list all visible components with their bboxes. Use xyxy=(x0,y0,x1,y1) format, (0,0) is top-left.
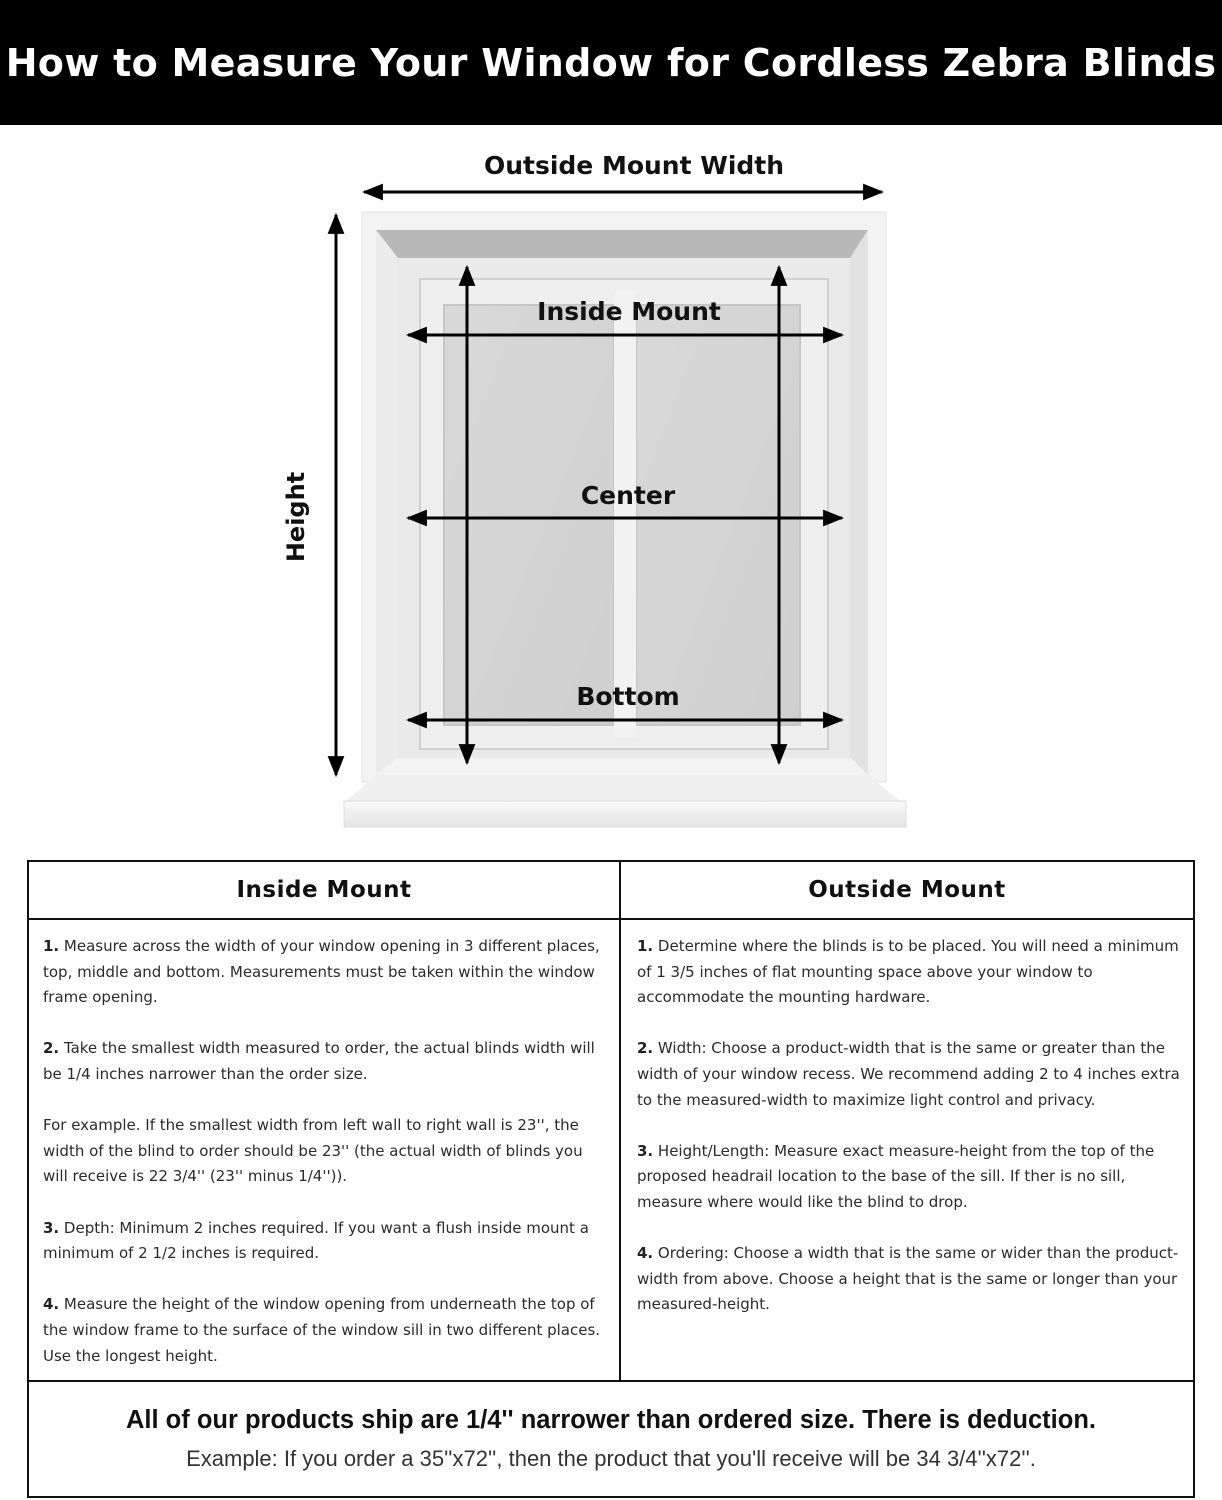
outside-step-3: 3. Height/Length: Measure exact measure-height from the top of the proposed headrail location to the base of the sill. If ther is no sill, measure where would like the blind to drop. xyxy=(637,1141,1155,1211)
page-title: How to Measure Your Window for Cordless Zebra Blinds xyxy=(5,40,1217,85)
window-diagram xyxy=(0,125,1222,855)
inside-mount-label: Inside Mount xyxy=(537,297,721,326)
outside-step-2: 2. Width: Choose a product-width that is the same or greater than the width of your window recess. We recommend adding 2 to 4 inches extra to the measured-width to maximize light control and privacy. xyxy=(637,1039,1180,1109)
inside-mount-heading: Inside Mount xyxy=(29,862,619,920)
mullion xyxy=(614,291,636,737)
footer-note xyxy=(29,1380,1193,1496)
outside-step-4: 4. Ordering: Choose a width that is the same or wider than the product-width from above. Choose a height that is the same or longer than your measured-height. xyxy=(637,1244,1179,1314)
pane-right xyxy=(636,305,800,725)
height-label: Height xyxy=(282,471,310,563)
deduction-example: Example: If you order a 35''x72'', then the product that you'll receive will be 34 3/4''x72''. xyxy=(186,1446,1036,1471)
inside-step-2: 2. Take the smallest width measured to order, the actual blinds width will be 1/4 inches narrower than the order size. xyxy=(43,1039,595,1083)
bottom-label: Bottom xyxy=(576,682,680,711)
pane-left xyxy=(444,305,614,725)
inside-step-3: 3. Depth: Minimum 2 inches required. If you want a flush inside mount a minimum of 2 1/2 inches is required. xyxy=(43,1218,589,1263)
recess-right xyxy=(850,230,868,775)
sill-bevel xyxy=(346,775,900,801)
instructions-table xyxy=(27,860,1195,1498)
outside-mount-column xyxy=(619,862,1193,1380)
recess-left xyxy=(376,230,398,775)
outside-mount-steps xyxy=(621,920,1193,1318)
inside-mount-column xyxy=(29,862,619,1380)
inside-mount-steps xyxy=(29,920,619,1369)
outside-mount-width-label: Outside Mount Width xyxy=(483,151,785,180)
outside-mount-heading: Outside Mount xyxy=(621,862,1193,920)
inside-step-4: 4. Measure the height of the window opening from underneath the top of the window frame to the surface of the window sill in two different places. Use the longest height. xyxy=(43,1295,601,1365)
inside-example: For example. If the smallest width from left wall to right wall is 23'', the width of the blind to order should be 23'' (the actual width of blinds you will receive is 22 3/4'' (23'' minus 1/4'')). xyxy=(43,1116,583,1186)
outside-step-1: 1. Determine where the blinds is to be placed. You will need a minimum of 1 3/5 inches of flat mounting space above your window to accommodate the mounting hardware. xyxy=(637,937,1179,1007)
recess-top xyxy=(376,230,868,258)
deduction-notice: All of our products ship are 1/4'' narrower than ordered size. There is deduction. xyxy=(126,1406,1096,1434)
header-banner xyxy=(0,0,1222,125)
center-label: Center xyxy=(580,481,676,510)
sill xyxy=(344,801,906,827)
inside-step-1: 1. Measure across the width of your window opening in 3 different places, top, middle and bottom. Measurements must be taken within the window frame opening. xyxy=(43,937,600,1007)
